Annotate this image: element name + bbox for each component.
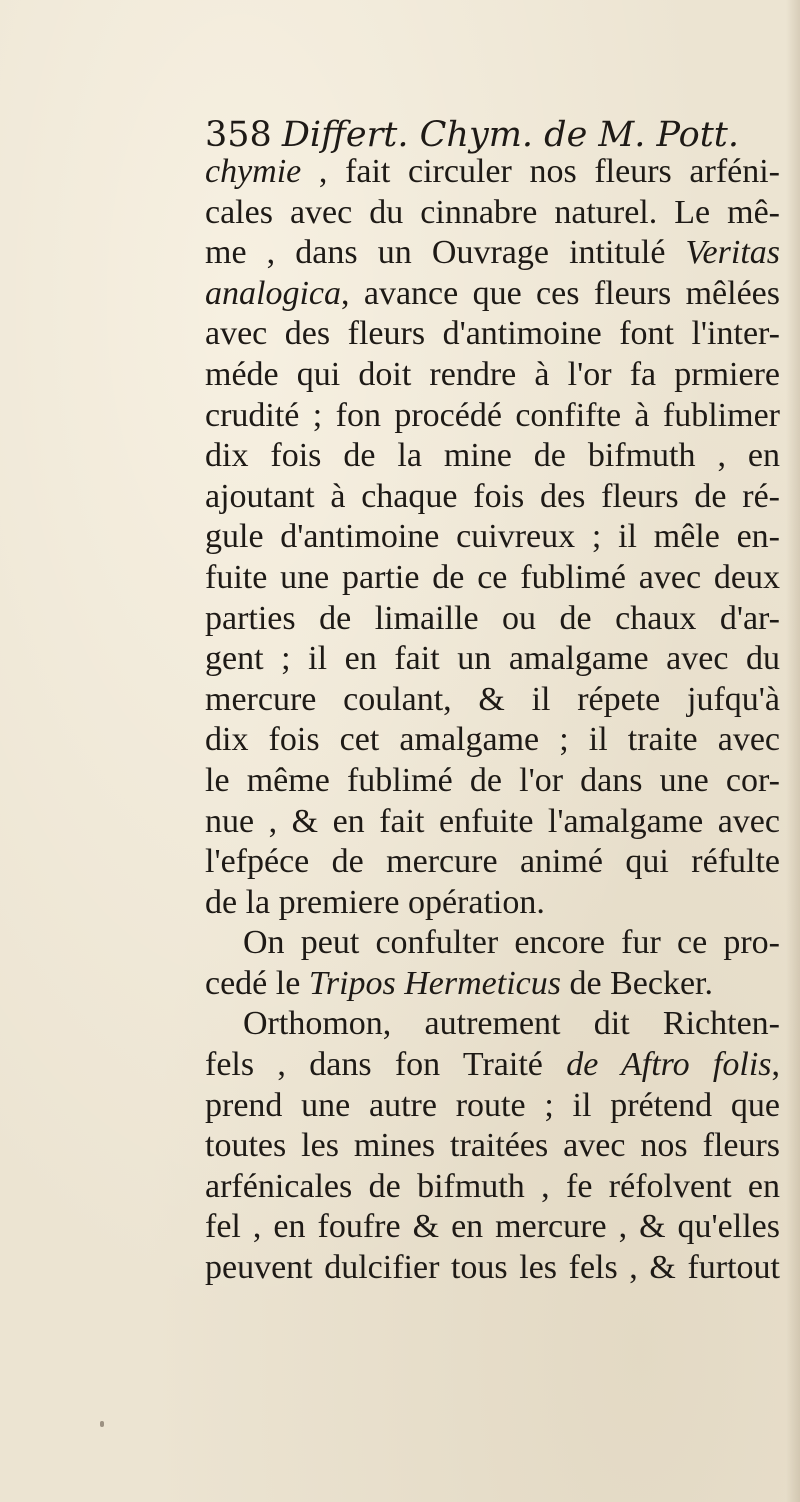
- text-line: [205, 355, 780, 396]
- text-run: cedé le: [205, 964, 309, 1002]
- text-run: ajoutant à chaque fois des fleurs de ré-: [205, 477, 780, 515]
- text-line: [205, 923, 780, 964]
- running-title: Differt. Chym. de M. Pott.: [281, 115, 739, 155]
- text-line: [205, 274, 780, 315]
- text-run: , fait circuler nos fleurs arféni-: [301, 153, 780, 190]
- text-line: [205, 1167, 780, 1208]
- text-line: [205, 1248, 780, 1289]
- text-line: [205, 1126, 780, 1167]
- page-edge-shadow: [786, 0, 800, 1502]
- text-run: peuvent dulcifier tous les fels , & furtout: [205, 1249, 780, 1287]
- text-line: [205, 152, 780, 193]
- text-line: [205, 193, 780, 234]
- ink-speck: [100, 1421, 104, 1427]
- text-run: arfénicales de bifmuth , fe réfolvent en: [205, 1167, 780, 1205]
- text-run: ,: [771, 1046, 780, 1084]
- text-run: de Becker.: [561, 964, 713, 1002]
- text-run: le même fublimé de l'or dans une cor-: [205, 761, 780, 799]
- text-line: [205, 517, 780, 558]
- text-line: [205, 802, 780, 843]
- text-line: [205, 436, 780, 477]
- text-run: méde qui doit rendre à l'or fa prmiere: [205, 355, 780, 393]
- italic-text: de Aftro folis: [566, 1046, 772, 1084]
- italic-text: Veritas: [685, 234, 780, 272]
- text-line: [205, 1045, 780, 1086]
- text-run: On peut confulter encore fur ce pro-: [243, 924, 780, 962]
- body-text: [205, 152, 780, 1289]
- text-line: [205, 680, 780, 721]
- page-header: [205, 116, 739, 154]
- text-run: dix fois cet amalgame ; il traite avec: [205, 721, 780, 759]
- text-line: [205, 1207, 780, 1248]
- text-line: [205, 558, 780, 599]
- text-line: [205, 396, 780, 437]
- text-line: [205, 233, 780, 274]
- text-line: [205, 720, 780, 761]
- text-run: , avance que ces fleurs mêlées: [340, 274, 780, 312]
- text-run: prend une autre route ; il prétend que: [205, 1086, 780, 1124]
- text-run: l'efpéce de mercure animé qui réfulte: [205, 843, 780, 881]
- text-line: [205, 964, 780, 1005]
- text-run: fel , en foufre & en mercure , & qu'elles: [205, 1208, 780, 1246]
- italic-text: Tripos Hermeticus: [308, 964, 561, 1002]
- text-line: [205, 1004, 780, 1045]
- text-line: [205, 599, 780, 640]
- text-run: mercure coulant, & il répete jufqu'à: [205, 680, 780, 718]
- text-run: cales avec du cinnabre naturel. Le mê-: [205, 193, 780, 231]
- text-line: [205, 477, 780, 518]
- text-run: Orthomon, autrement dit Richten-: [243, 1005, 780, 1043]
- text-run: parties de limaille ou de chaux d'ar-: [205, 599, 780, 637]
- text-line: [205, 842, 780, 883]
- italic-text: chymie: [205, 153, 302, 190]
- text-run: fels , dans fon Traité: [205, 1046, 567, 1084]
- text-line: [205, 639, 780, 680]
- text-line: [205, 761, 780, 802]
- text-run: fuite une partie de ce fublimé avec deux: [205, 558, 780, 596]
- text-run: dix fois de la mine de bifmuth , en: [205, 437, 780, 475]
- page-number: 358: [205, 115, 272, 155]
- text-line: [205, 1086, 780, 1127]
- text-line: [205, 314, 780, 355]
- text-run: toutes les mines traitées avec nos fleurs: [205, 1127, 780, 1165]
- text-run: nue , & en fait enfuite l'amalgame avec: [205, 802, 780, 840]
- text-run: gent ; il en fait un amalgame avec du: [205, 640, 780, 678]
- text-run: gule d'antimoine cuivreux ; il mêle en-: [205, 518, 780, 556]
- text-run: de la premiere opération.: [205, 883, 545, 921]
- text-line: [205, 883, 780, 924]
- italic-text: analogica: [205, 274, 341, 312]
- text-run: crudité ; fon procédé confifte à fublimer: [205, 396, 780, 434]
- text-run: avec des fleurs d'antimoine font l'inter-: [205, 315, 780, 353]
- text-run: me , dans un Ouvrage intitulé: [205, 234, 686, 272]
